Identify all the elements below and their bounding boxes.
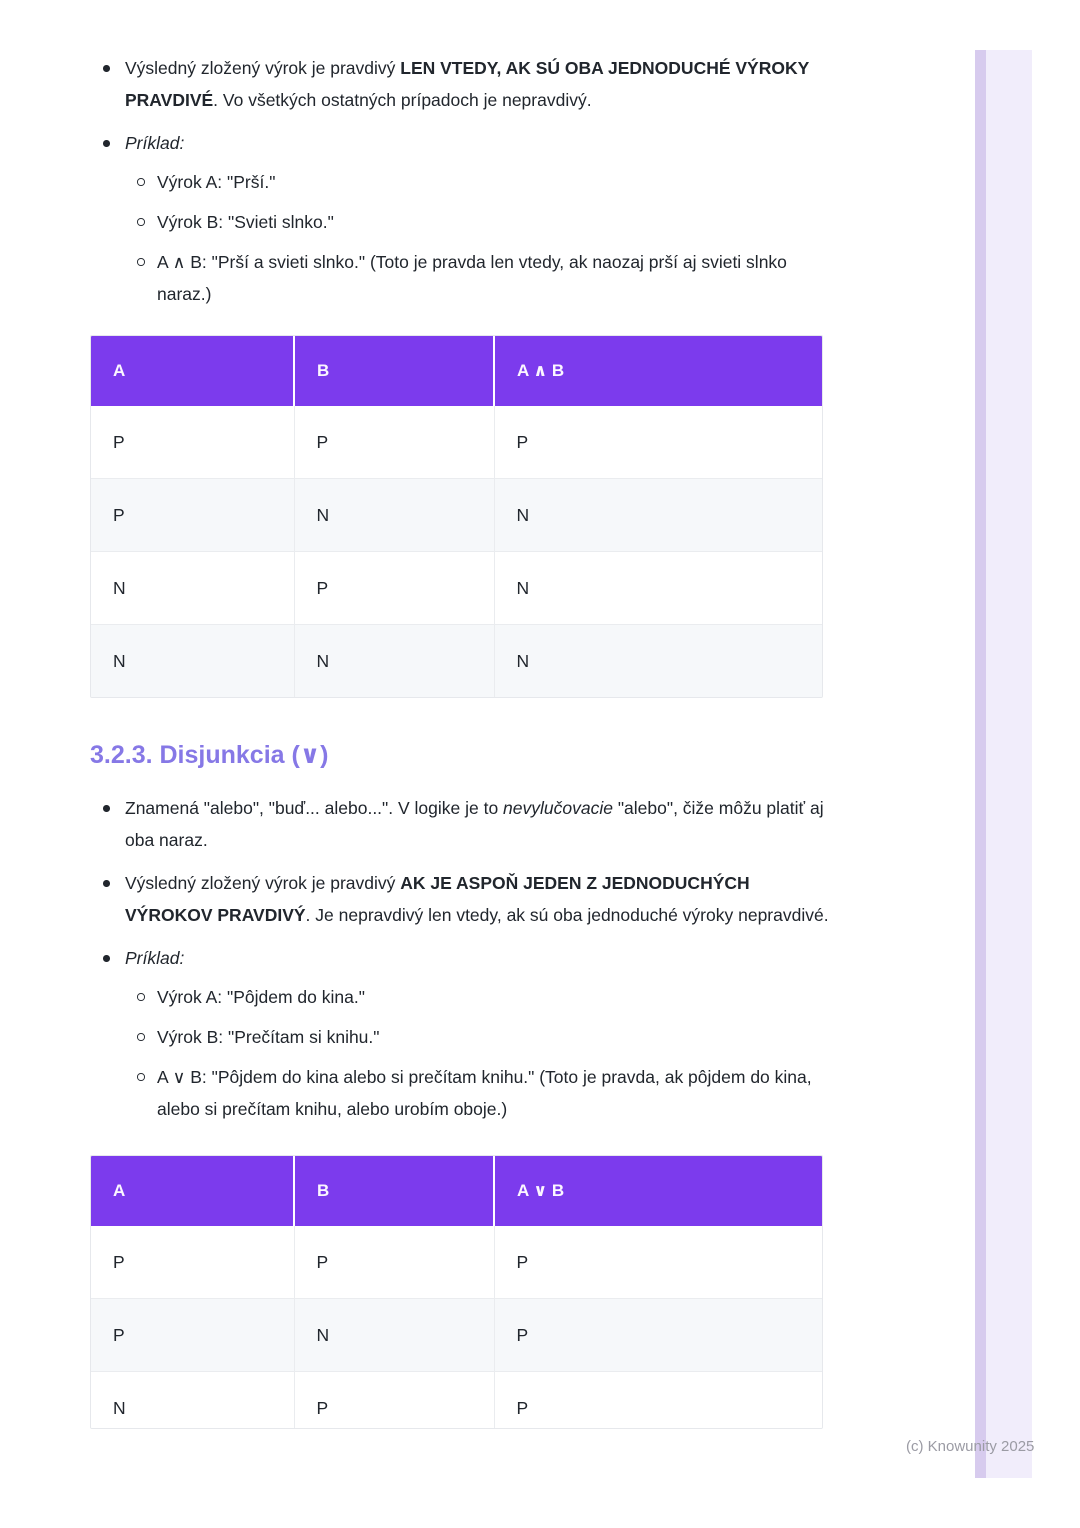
table-row bbox=[91, 406, 822, 479]
disjunction-meaning bbox=[90, 792, 838, 856]
example-label: Príklad: bbox=[125, 948, 185, 968]
table-cell: N bbox=[294, 479, 494, 552]
table-cell: N bbox=[494, 625, 822, 698]
table-cell: P bbox=[494, 1299, 822, 1372]
rich-text-segment: Znamená "alebo", "buď... alebo...". V logike je to bbox=[125, 798, 504, 818]
rich-text-segment: Výsledný zložený výrok je pravdivý bbox=[125, 58, 401, 78]
rich-text-italic: nevylučovacie bbox=[503, 798, 613, 818]
table-cell: P bbox=[294, 1372, 494, 1430]
table-cell: N bbox=[91, 552, 294, 625]
table-row bbox=[91, 1372, 822, 1430]
rich-text-segment: Výsledný zložený výrok je pravdivý bbox=[125, 873, 401, 893]
table-cell: P bbox=[294, 406, 494, 479]
table-cell: N bbox=[91, 1372, 294, 1430]
table-header-row bbox=[91, 336, 822, 406]
table-cell: P bbox=[91, 1299, 294, 1372]
column-header-a: A bbox=[91, 336, 294, 406]
disjunction-example-sublist bbox=[125, 981, 838, 1125]
disjunction-truth-table bbox=[90, 1155, 823, 1429]
table-cell: N bbox=[494, 552, 822, 625]
rich-text-segment: . Je nepravdivý len vtedy, ak sú oba jednoduché výroky nepravdivé. bbox=[305, 905, 829, 925]
example-statement-b: Výrok B: "Prečítam si knihu." bbox=[125, 1021, 838, 1053]
disjunction-truth-rule bbox=[90, 867, 838, 931]
table-cell: P bbox=[494, 406, 822, 479]
table-cell: P bbox=[494, 1372, 822, 1430]
rich-text-segment: "alebo", čiže môžu platiť aj oba naraz. bbox=[125, 798, 824, 850]
example-statement-b: Výrok B: "Svieti slnko." bbox=[125, 206, 838, 238]
example-statement-a: Výrok A: "Pôjdem do kina." bbox=[125, 981, 838, 1013]
example-statement-disjunction: A ∨ B: "Pôjdem do kina alebo si prečítam knihu." (Toto je pravda, ak pôjdem do kina, alebo si prečítam knihu, alebo urobím oboje.) bbox=[125, 1061, 838, 1125]
section-heading: 3.2.3. Disjunkcia (∨) bbox=[90, 741, 329, 769]
table-cell: P bbox=[91, 1226, 294, 1299]
document-page bbox=[90, 0, 838, 1429]
rich-text-bold: AK JE ASPOŇ JEDEN Z JEDNODUCHÝCH VÝROKOV PRAVDIVÝ bbox=[125, 873, 750, 925]
column-header-a-or-b: A ∨ B bbox=[494, 1156, 822, 1226]
conjunction-truth-rule bbox=[90, 52, 838, 116]
table-row bbox=[91, 552, 822, 625]
table-row bbox=[91, 625, 822, 698]
rich-text-segment: . Vo všetkých ostatných prípadoch je nepravdivý. bbox=[213, 90, 592, 110]
table-cell: P bbox=[91, 406, 294, 479]
conjunction-example-sublist bbox=[125, 166, 838, 310]
table-row bbox=[91, 1226, 822, 1299]
example-statement-a: Výrok A: "Prší." bbox=[125, 166, 838, 198]
table-header-row bbox=[91, 1156, 822, 1226]
table-cell: N bbox=[91, 625, 294, 698]
disjunction-bullet-list bbox=[90, 792, 838, 1125]
table-cell: P bbox=[91, 479, 294, 552]
table-cell: P bbox=[294, 1226, 494, 1299]
copyright-watermark: (c) Knowunity 2025 bbox=[906, 1438, 1035, 1455]
example-label: Príklad: bbox=[125, 133, 185, 153]
column-header-a-and-b: A ∧ B bbox=[494, 336, 822, 406]
table-row bbox=[91, 479, 822, 552]
table-cell: P bbox=[294, 552, 494, 625]
column-header-b: B bbox=[294, 336, 494, 406]
column-header-b: B bbox=[294, 1156, 494, 1226]
page-edge-strip bbox=[975, 50, 1032, 1478]
table-cell: N bbox=[294, 1299, 494, 1372]
disjunction-example-item bbox=[90, 942, 838, 1125]
rich-text-bold: LEN VTEDY, AK SÚ OBA JEDNODUCHÉ VÝROKY PRAVDIVÉ bbox=[125, 58, 809, 110]
table-cell: N bbox=[294, 625, 494, 698]
conjunction-bullet-list bbox=[90, 0, 838, 310]
example-statement-conjunction: A ∧ B: "Prší a svieti slnko." (Toto je pravda len vtedy, ak naozaj prší aj svieti slnko naraz.) bbox=[125, 246, 838, 310]
conjunction-example-item bbox=[90, 127, 838, 310]
column-header-a: A bbox=[91, 1156, 294, 1226]
table-cell: N bbox=[494, 479, 822, 552]
table-row bbox=[91, 1299, 822, 1372]
table-cell: P bbox=[494, 1226, 822, 1299]
conjunction-truth-table bbox=[90, 335, 823, 698]
